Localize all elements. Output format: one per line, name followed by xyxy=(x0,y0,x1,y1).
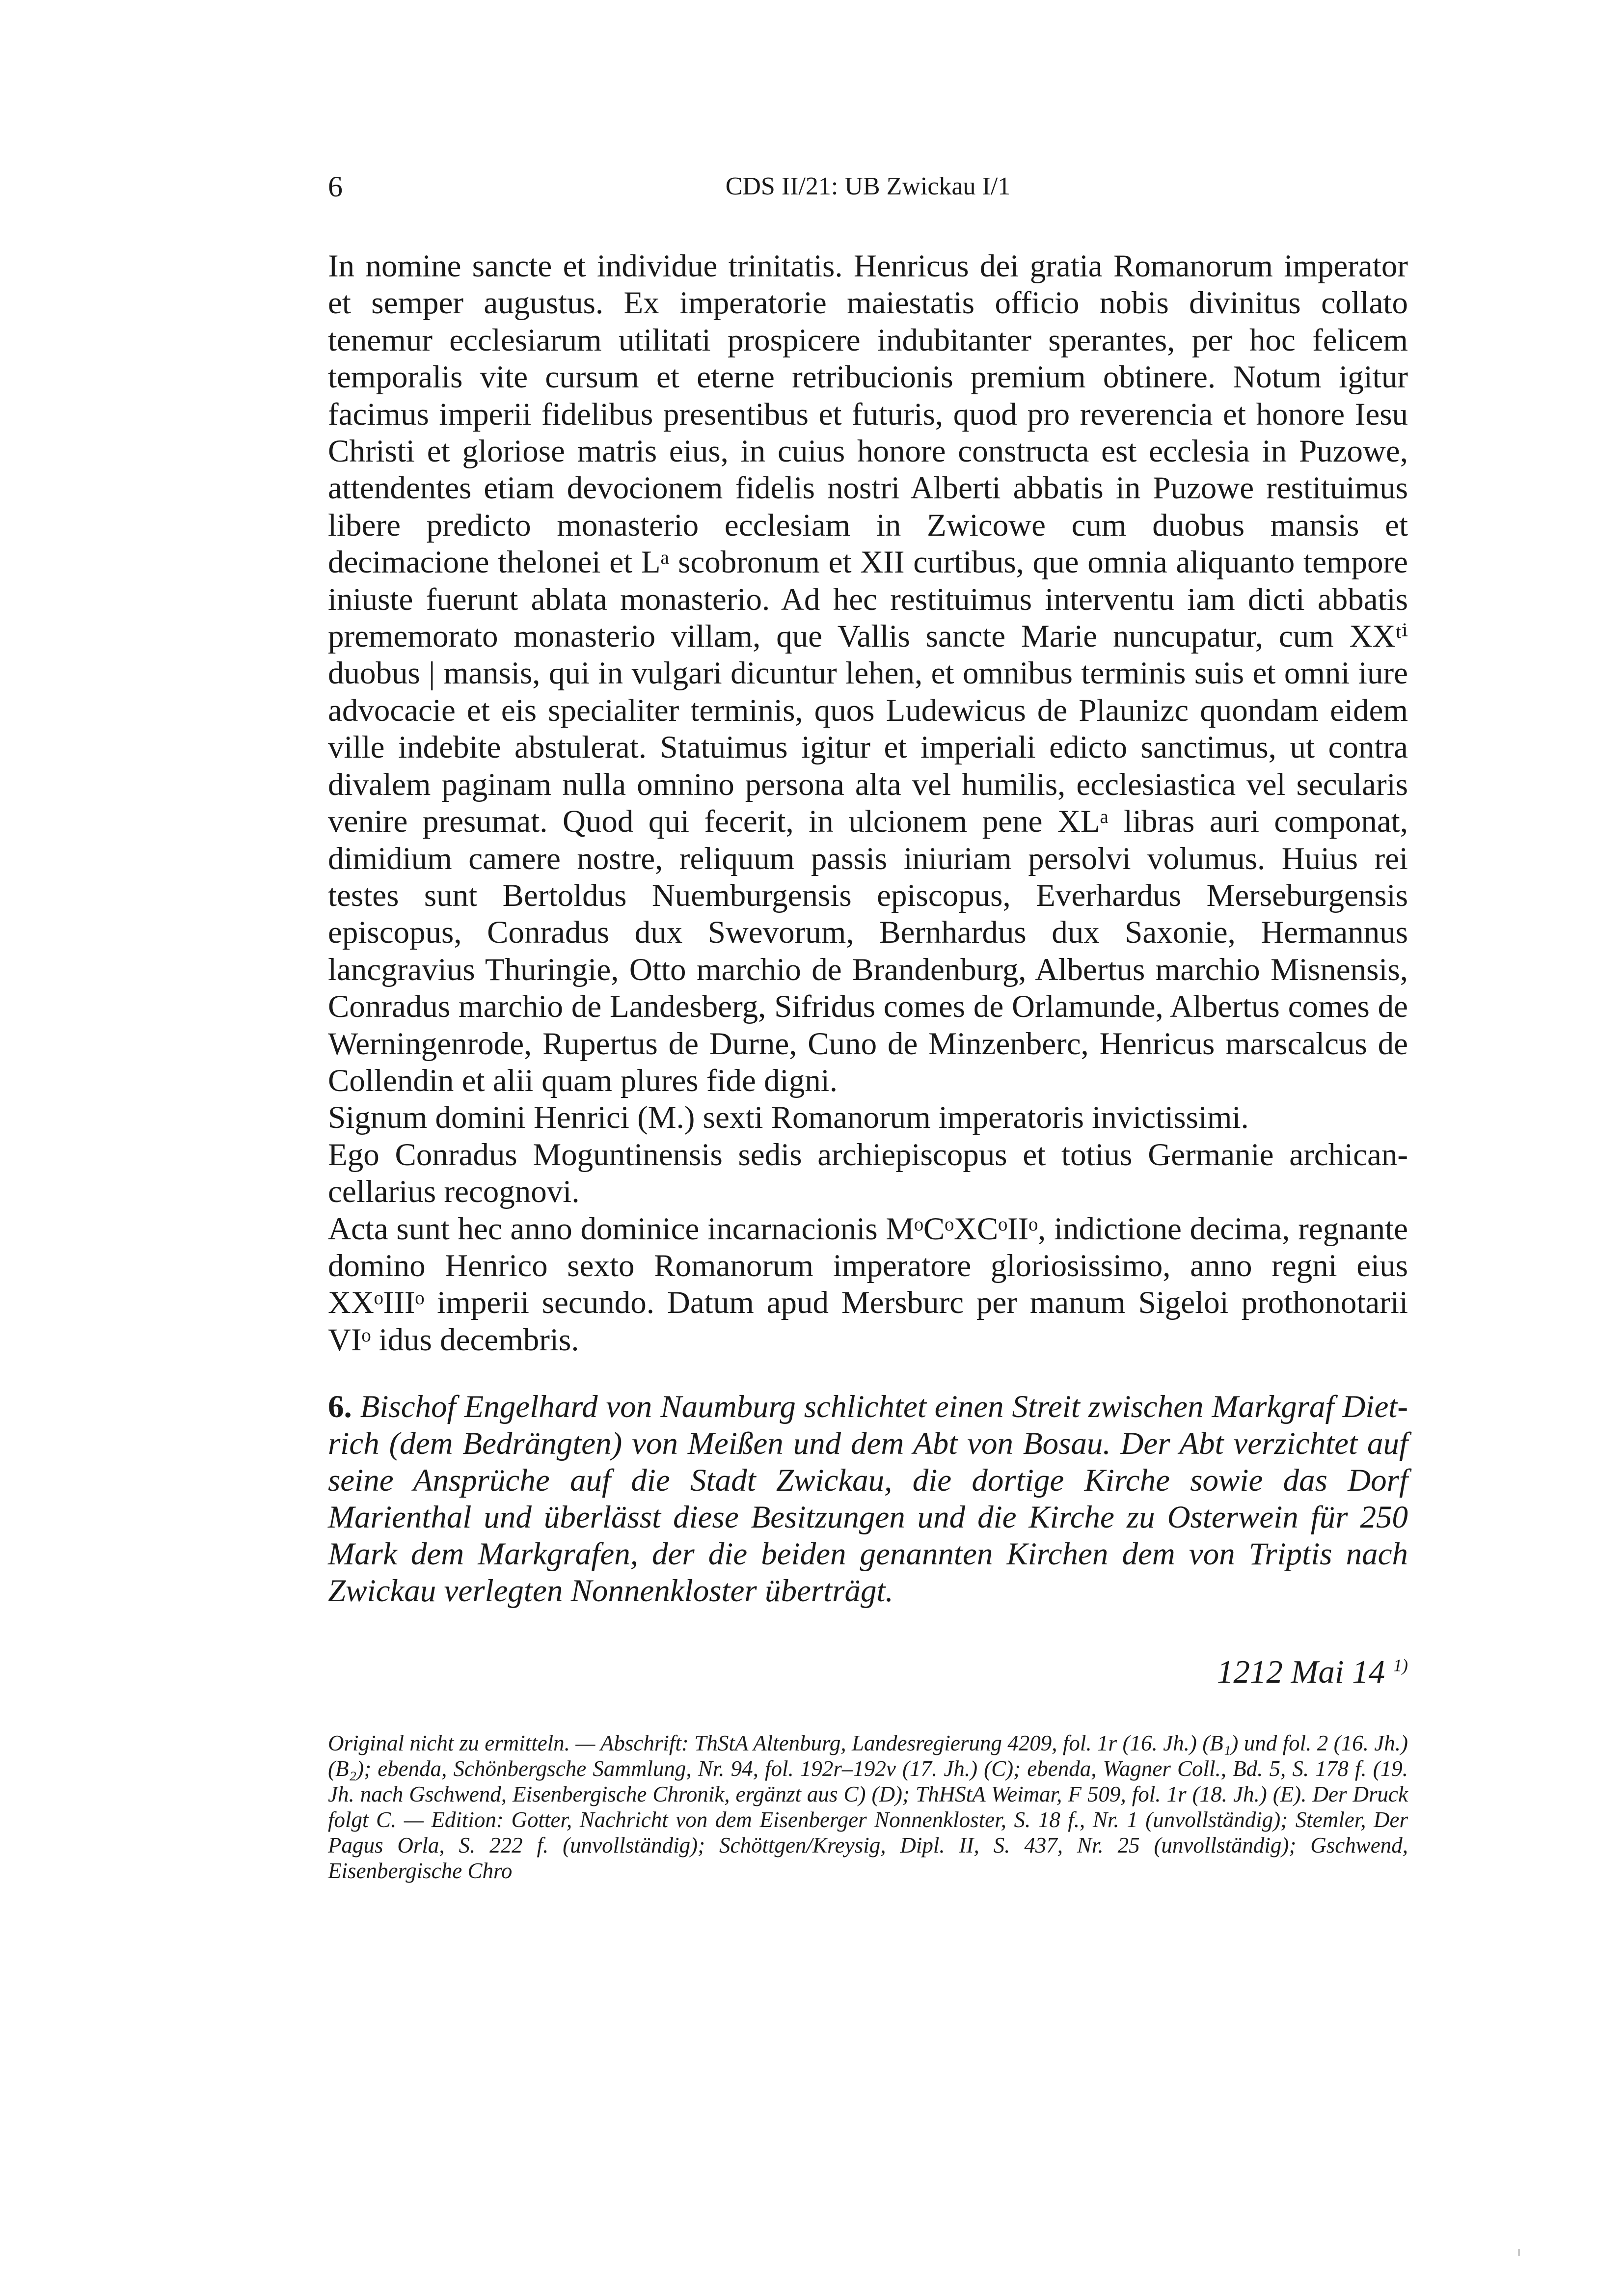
charter-paragraph-body: In nomine sancte et individue trinitatis. Henricus dei gratia Romanorum imperator et semper augustus. Ex imperatorie maiestatis officio nobis divinitus collato tenemur ecclesiarum utilitati prospicere indubitanter sperantes, per hoc felicem temporalis vite cursum et eterne retribucionis premium obtinere. Notum igitur facimus imperii fidelibus presentibus et futuris, quod pro reverencia et honore Iesu Christi et gloriose matris eius, in cuius honore constructa est ecclesia in Puzowe, attendentes etiam devocionem fidelis nostri Alberti abbatis in Puzowe restituimus libere predicto monasterio ecclesiam in Zwicowe cum duobus mansis et decimacione thelonei et Lᵃ scobronum et XII curtibus, que omnia aliquanto tempore iniuste fuerunt ablata monasterio. Ad hec restituimus interventu iam dicti abbatis prememorato monasterio villam, que Vallis sancte Marie nuncupatur, cum XXᵗⁱ duobus | mansis, qui in vulgari dicuntur lehen, et omnibus terminis suis et omni iure advocacie et eis specialiter terminis, quos Ludewicus de Plaunizc quondam eidem ville indebite abstulerat. Statuimus igitur et imperiali edicto sanctimus, ut contra divalem paginam nulla omnino persona alta vel humilis, ecclesiastica vel secularis venire presumat. Quod qui fecerit, in ulcionem pene XLᵃ libras auri componat, dimidium camere nostre, reliquum passis iniuriam persolvi volumus. Huius rei testes sunt Bertoldus Nuemburgensis episcopus, Everhardus Merseburgensis episcopus, Conradus dux Swevorum, Bernhardus dux Saxonie, Hermannus lancgravius Thuringie, Otto marchio de Brandenburg, Albertus marchio Misnensis, Conradus marchio de Landesberg, Sifridus comes de Orlamunde, Albertus comes de Werningenrode, Rupertus de Durne, Cuno de Minzenberc, Henricus marscalcus de Collendin et alii quam plures fide digni. xyxy=(328,248,1408,1098)
date-footnote-ref: 1) xyxy=(1393,1655,1408,1675)
charter-paragraph-dating: Acta sunt hec anno dominice incarnacionis MᵒCᵒXCᵒIIᵒ, indictione decima, regnante domino Henrico sexto Romanorum imperatore gloriosissimo, anno regni eius XXᵒIIIᵒ imperii secundo. Datum apud Mersburc per manum Sigeloi prothonotarii VIᵒ idus decembris. xyxy=(328,1211,1408,1358)
entry-regest-text: Bischof Engelhard von Naumburg schlichtet einen Streit zwischen Markgraf Dietrich (dem Bedrängten) von Meißen und dem Abt von Bosau. Der Abt verzichtet auf seine Ansprüche auf die Stadt Zwickau, die dortige Kirche sowie das Dorf Marienthal und überlässt diese Besitzungen und die Kirche zu Osterwein für 250 Mark dem Markgrafen, der die beiden genannten Kirchen dem von Triptis nach Zwickau verlegten Nonnenkloster überträgt. xyxy=(328,1389,1408,1609)
entry-regest xyxy=(328,1389,1408,1610)
charter-paragraph-recognition: Ego Conradus Moguntinensis sedis archiepiscopus et totius Germanie archicancellarius recognovi. xyxy=(328,1137,1408,1210)
page-header xyxy=(328,167,1408,206)
running-title: CDS II/21: UB Zwickau I/1 xyxy=(725,172,1011,200)
entry-date xyxy=(328,1652,1408,1692)
charter-paragraph-signum: Signum domini Henrici (M.) sexti Romanorum imperatoris invictissimi. xyxy=(328,1100,1249,1136)
entry-date-text: 1212 Mai 14 xyxy=(1217,1654,1385,1690)
page-number: 6 xyxy=(328,170,343,203)
entry-number: 6. xyxy=(328,1389,352,1424)
scan-artifact xyxy=(1518,2249,1520,2256)
entry-apparatus: Original nicht zu ermitteln. — Abschrift: ThStA Altenburg, Landesregierung 4209, fol. 1r (16. Jh.) (B₁) und fol. 2 (16. Jh.) (B₂); ebenda, Schönbergsche Sammlung, Nr. 94, fol. 192r–192v (17. Jh.) (C); ebenda, Wagner Coll., Bd. 5, S. 178 f. (19. Jh. nach Gschwend, Eisenbergische Chronik, ergänzt aus C) (D); ThHStA Weimar, F 509, fol. 1r (18. Jh.) (E). Der Druck folgt C. — Edition: Gotter, Nachricht von dem Eisenberger Nonnenkloster, S. 18 f., Nr. 1 (unvollständig); Stemler, Der Pagus Orla, S. 222 f. (unvollständig); Schöttgen/Kreysig, Dipl. II, S. 437, Nr. 25 (unvollständig); Gschwend, Eisenbergische Chro xyxy=(328,1731,1408,1883)
charter-text xyxy=(328,248,1408,1359)
